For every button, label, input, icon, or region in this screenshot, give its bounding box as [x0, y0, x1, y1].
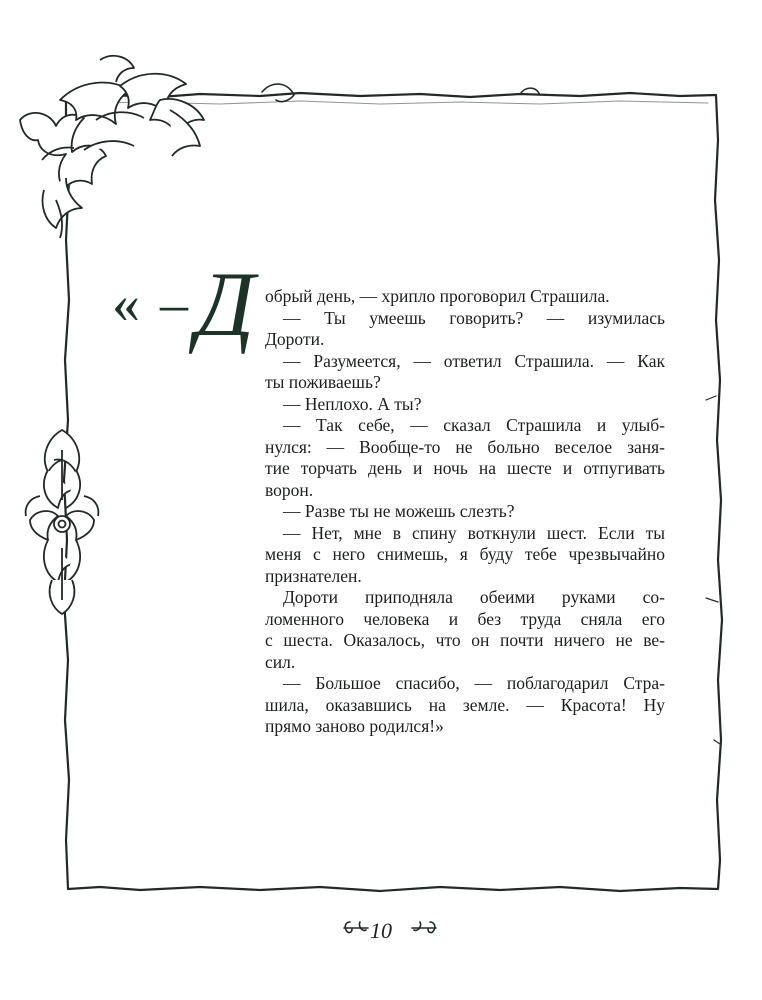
text-line: — Большое спасибо, — поблагодарил Стра- [283, 673, 665, 693]
filigree-side-ornament [26, 430, 99, 614]
text-line: — Так себе, — сказал Страшила и улыб- [283, 415, 665, 435]
text-line: меня с него снимешь, я буду тебе чрезвычайно [265, 544, 665, 564]
text-line: шила, оказавшись на земле. — Красота! Ну [265, 694, 665, 715]
text-line: — Разве ты не можешь слезть? [283, 501, 515, 521]
text-line: — Нет, мне в спину воткнули шест. Если ты [283, 522, 665, 543]
text-line: ты поживаешь? [265, 372, 381, 392]
text-line: Дороти. [265, 329, 325, 349]
text-line: тие торчать день и ночь на шесте и отпугивать [265, 458, 665, 478]
opening-quote: « [112, 273, 140, 335]
page-number: 10 [370, 918, 392, 943]
text-line: обрый день, — хрипло проговорил Страшила. [265, 286, 610, 306]
text-line: прямо заново родился!» [265, 716, 444, 736]
text-line: признателен. [265, 565, 362, 586]
text-line: сил. [265, 651, 296, 672]
dropcap-letter: Д [196, 253, 255, 355]
text-line: — Разумеется, — ответил Страшила. — Как [283, 350, 665, 371]
text-line: — Ты умеешь говорить? — изумилась [283, 307, 665, 328]
text-line: нулся: — Вообще-то не больно веселое заня- [265, 436, 665, 457]
text-line: ломенного человека и без труда сняла его [265, 608, 665, 629]
dropcap-dash: – [160, 273, 188, 335]
text-line: ворон. [265, 479, 314, 500]
story-text [265, 286, 665, 738]
text-line: с шеста. Оказалось, что он почти ничего не ве- [265, 630, 665, 650]
text-line: — Неплохо. А ты? [283, 393, 422, 414]
text-line: Дороти приподняла обеими руками со- [283, 587, 665, 607]
acanthus-corner-ornament [20, 56, 204, 238]
